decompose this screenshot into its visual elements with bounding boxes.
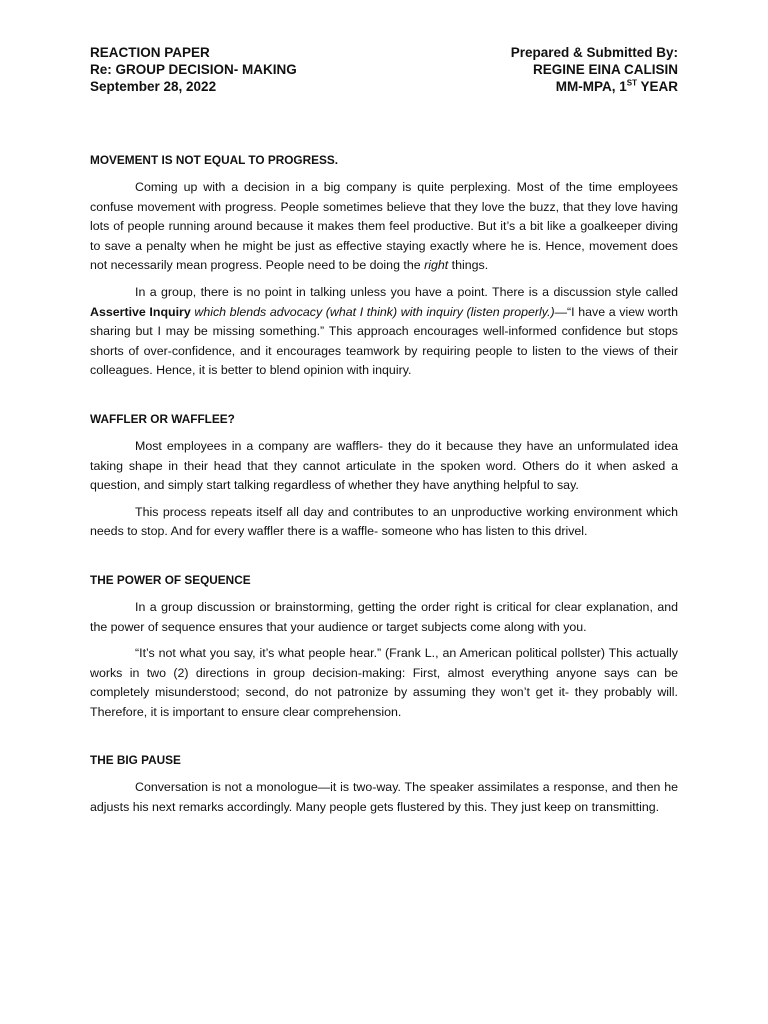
paragraph-movement-2 <box>90 283 678 381</box>
prepared-by-label: Prepared & Submitted By: <box>510 45 678 60</box>
section-heading-movement: MOVEMENT IS NOT EQUAL TO PROGRESS. <box>90 153 338 167</box>
author-program <box>511 78 678 95</box>
term-assertive-inquiry: Assertive Inquiry <box>90 304 191 319</box>
paragraph-text: —“I have a view worth sharing but I may be missing something.” This approach encourages well-informed confidence but stops shorts of over-confidence, and it encourages teamwork by requiring people to listen to the views of their colleagues. Hence, it is better to blend opinion with inquiry. <box>90 304 678 378</box>
section-heading-big-pause: THE BIG PAUSE <box>90 753 181 768</box>
header-left-block <box>90 44 297 95</box>
document-body <box>90 152 678 818</box>
paragraph-waffler-1: Most employees in a company are wafflers- they do it because they have an unformulated idea taking shape in their head that they cannot articulate in the spoken word. Others do it when asked a question, and simply start talking regardless of whether they have anything helpful to say. <box>90 438 678 493</box>
author-name: REGINE EINA CALISIN <box>532 62 678 77</box>
paragraph-waffler-2: This process repeats itself all day and contributes to an unproductive working environment which needs to stop. And for every waffler there is a waffle- someone who has listen to this drivel. <box>90 504 678 539</box>
paragraph-sequence-1: In a group discussion or brainstorming, getting the order right is critical for clear explanation, and the power of sequence ensures that your audience or target subjects come along with you. <box>90 599 678 634</box>
program-suffix: YEAR <box>636 79 678 94</box>
program-ordinal: ST <box>626 78 637 88</box>
paragraph-text: Coming up with a decision in a big company is quite perplexing. Most of the time employees confuse movement with progress. People sometimes believe that they love the buzz, that they love having lots of people running around because it makes them feel productive. But it’s a bit like a goalkeeper diving to save a penalty when he might be just as effective staying exactly where he is. Hence, movement does not necessarily mean progress. People need to be doing the <box>90 180 678 273</box>
paper-topic: Re: GROUP DECISION- MAKING <box>90 62 297 77</box>
term-definition: which blends advocacy (what I think) with inquiry (listen properly.) <box>190 304 555 319</box>
paragraph-text: In a group, there is no point in talking unless you have a point. There is a discussion style called <box>135 284 678 299</box>
program-prefix: MM-MPA, 1 <box>555 79 627 94</box>
paper-date: September 28, 2022 <box>90 79 217 94</box>
paragraph-sequence-2: “It’s not what you say, it’s what people hear.” (Frank L., an American political pollster) This actually works in two (2) directions in group decision-making: First, almost everything anyone says can be completely misunderstood; second, do not patronize by assuming they won’t get it- they probably will. Therefore, it is important to ensure clear comprehension. <box>90 646 678 719</box>
emphasis-right: right <box>424 258 449 273</box>
paragraph-big-pause-1: Conversation is not a monologue—it is two-way. The speaker assimilates a response, and then he adjusts his next remarks accordingly. Many people gets flustered by this. They just keep on transmitting. <box>90 780 678 815</box>
paragraph-text: things. <box>448 258 489 273</box>
section-heading-sequence: THE POWER OF SEQUENCE <box>90 572 251 587</box>
header-right-block <box>511 44 678 95</box>
paragraph-movement-1 <box>90 178 678 276</box>
paper-type: REACTION PAPER <box>90 45 210 60</box>
section-heading-waffler: WAFFLER OR WAFFLEE? <box>90 411 235 426</box>
